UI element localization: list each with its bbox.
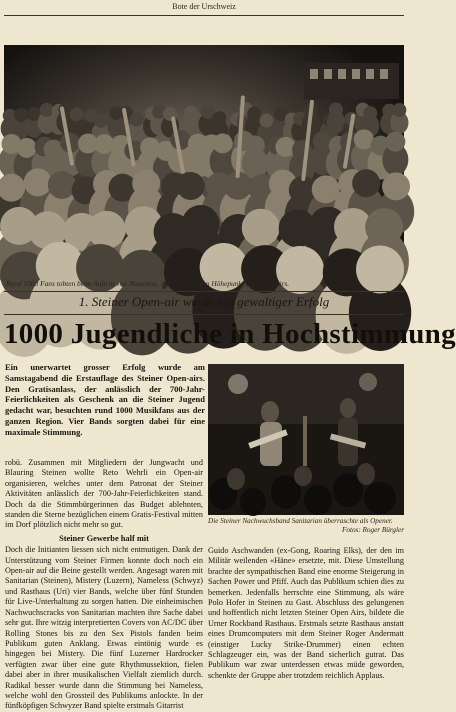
- photo-credit: Fotos: Roger Bürgler: [341, 526, 404, 534]
- kicker: 1. Steiner Open-air wurde ein gewaltiger Erfolg: [78, 294, 330, 309]
- crowd-photo-caption: Rund 1000 Fans tobten beim Auftritt von Nameless, dem eindeutigen Höhepunkt des Open-airs.: [6, 279, 290, 288]
- band-photo: [208, 364, 404, 515]
- article-paragraph: robü. Zusammen mit Mitgliedern der Jungwacht und Blauring Steinen wollte Reto Wehrli ein Open-air organisieren, welches unter dem Patronat der Steiner Aktivitäten anlässlich der 700-Jahr-Feierlichkeiten stand. Doch da die Stimmbürgerinnen das Budget ablehnten, standen die Sterne bezüglichen einem Gratis-Festival mitten im Dorf plötzlich nicht mehr so gut.: [5, 458, 203, 530]
- band-photo-image: [208, 364, 404, 515]
- band-photo-caption-text: Die Steiner Nachwuchsband Sanitarian überraschte als Opener.: [208, 517, 393, 525]
- kicker-rule-bottom: [4, 314, 404, 315]
- header-rule: [4, 15, 404, 16]
- crowd-photo: [4, 45, 404, 277]
- article-column-right: [208, 546, 404, 681]
- band-photo-caption: [208, 517, 404, 535]
- newspaper-header: Bote der Urschweiz: [172, 2, 236, 11]
- crowd-photo-image: [4, 45, 404, 277]
- headline: 1000 Jugendliche in Hochstimmung: [4, 318, 456, 350]
- article-paragraph: Guido Aschwanden (ex-Gong, Roaring Elks), der den im Militär weilenden «Häne» ersetzte, mit. Diese Umstellung brachte der sympathischen Band eine enorme Steigerung in Sachen Power und Pfiff. Auch das Publikum schien dies zu bemerken. Jedenfalls herrschte eine Stimmung, als wäre Polo Hofer in Steinen zu Gast. Abschluss des gelungenen und hoffentlich nicht letzten Steiner Open Airs, bildete die Urner Rockband Rasthaus. Erstmals setzte Rasthaus anstatt eines Drumcomputers mit dem Steiner Roger Andermatt (einstiger Lucky Strike-Drummer) einen echten Schlagzeuger ein, was der Band sicherlich gutrat. Das Publikum war zwar unterdessen etwas müde geworden, schenkte der Gruppe aber trotzdem reichlich Applaus.: [208, 546, 404, 680]
- article-column-left: [5, 458, 203, 712]
- lead-paragraph: Ein unerwartet grosser Erfolg wurde am Samstagabend die Erstauflage des Steiner Open-airs. Den Gratisanlass, der anlässlich der 700-Jahr-Feierlichkeiten als Geschenk an die Steiner Jugend gedacht war, besuchten rund 1000 Musikfans aus der ganzen Region. Vier Bands sorgten dabei für eine maximale Stimmung.: [5, 362, 205, 437]
- kicker-rule-top: [4, 291, 404, 292]
- article-paragraph: Doch die Initianten liessen sich nicht entmutigen. Dank der Unterstützung vom Steiner Firmen konnte doch noch ein Open-air auf die Beine gestellt werden. Angesagt waren mit Sanitarian (Steinen), Mistery (Luzern), Nameless (Schwyz) und Rasthaus (Uri) vier Bands, welche über fünf Stunden für Live-Unterhaltung zu sorgen hatten. Die einheimischen Nachwuchscracks von Sanitarian machten ihre Sache dabei sehr gut. Ihre witzig interpretierten Covers von AC/DC über Rolling Stones bis zu den Sex Pistols fanden beim Publikum guten Anklang. Etwas eintönig wurde es hingegen bei Mistery. Die fünf Luzerner Hardrocker verfügten zwar über eine gute Rhythmussektion, fielen dabei aber in ihrer musikalischen Vielfalt ziemlich durch. Radikal besser wurde dann die Stimmung bei Nameless, welche wohl den Grossteil des Publikums anlockte. In der fünfköpfigen Schwyzer Band spielte erstmals Gitarrist: [5, 545, 203, 711]
- subheading: Steiner Gewerbe half mit: [59, 533, 149, 543]
